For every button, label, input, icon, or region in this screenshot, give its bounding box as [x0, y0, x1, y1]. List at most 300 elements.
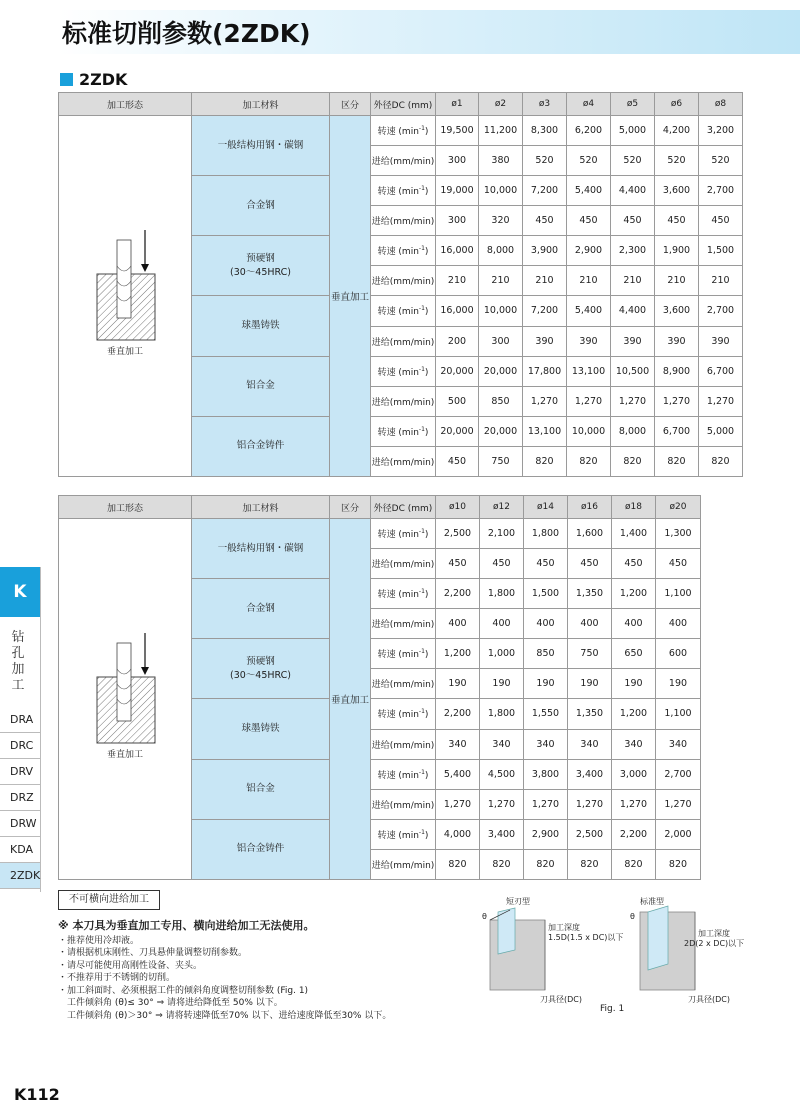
speed-label: [371, 819, 436, 849]
feed-value: 390: [567, 326, 611, 356]
feed-value: 520: [655, 146, 699, 176]
speed-value: 20,000: [436, 416, 479, 446]
table-row: [59, 116, 743, 146]
speed-label-text: 转速 (min: [377, 710, 419, 721]
header-dc: 外径DC (mm): [371, 93, 436, 116]
speed-label-close: ): [424, 770, 429, 781]
speed-value: 7,200: [523, 296, 567, 326]
feed-value: 400: [524, 609, 568, 639]
material-name: 铝合金铸件: [236, 440, 285, 452]
header-material: 加工材料: [192, 496, 330, 519]
drill-body: [117, 240, 131, 318]
speed-value: 5,400: [567, 176, 611, 206]
speed-label-sup: -1: [418, 588, 425, 596]
feed-value: 820: [436, 850, 480, 880]
speed-value: 1,800: [480, 579, 524, 609]
speed-label: [371, 236, 436, 266]
header-diameter: ø3: [523, 93, 567, 116]
speed-value: 3,000: [612, 759, 656, 789]
speed-label: [371, 699, 436, 729]
feed-label: 进给(mm/min): [371, 326, 436, 356]
feed-value: 1,270: [480, 789, 524, 819]
speed-label: [371, 579, 436, 609]
shape-label: 垂直加工: [106, 750, 143, 760]
feed-value: 450: [611, 206, 655, 236]
feed-value: 520: [523, 146, 567, 176]
feed-value: 1,270: [524, 789, 568, 819]
material-name: 球墨铸铁: [241, 319, 280, 331]
class-cell: 垂直加工: [330, 116, 371, 477]
speed-value: 20,000: [436, 356, 479, 386]
feed-value: 820: [568, 850, 612, 880]
speed-value: 4,000: [436, 819, 480, 849]
feed-value: 390: [699, 326, 743, 356]
speed-label-text: 转速 (min: [377, 127, 419, 137]
speed-label-close: ): [424, 247, 429, 258]
speed-label-close: ): [424, 367, 429, 378]
speed-value: 1,350: [568, 699, 612, 729]
feed-value: 300: [436, 146, 479, 176]
feed-value: 820: [567, 447, 611, 477]
note-item: ・不推荐用于不锈钢的切削。: [58, 973, 176, 983]
feed-value: 300: [479, 326, 523, 356]
feed-value: 820: [699, 447, 743, 477]
material-name: 铝合金: [246, 380, 275, 392]
material-name: 合金钢: [246, 602, 275, 614]
header-diameter: ø14: [524, 496, 568, 519]
header-shape: 加工形态: [59, 93, 192, 116]
feed-value: 820: [523, 447, 567, 477]
arrow-down-icon: [141, 667, 149, 675]
speed-value: 2,700: [656, 759, 701, 789]
feed-value: 190: [612, 669, 656, 699]
feed-label: 进给(mm/min): [371, 386, 436, 416]
feed-value: 450: [436, 549, 480, 579]
speed-label-close: ): [424, 307, 429, 318]
speed-label-sup: -1: [418, 768, 425, 776]
header-diameter: ø2: [479, 93, 523, 116]
speed-value: 2,700: [699, 296, 743, 326]
speed-value: 6,200: [567, 116, 611, 146]
header-class: 区分: [330, 93, 371, 116]
feed-label: 进给(mm/min): [371, 447, 436, 477]
table-header-row: [59, 93, 743, 116]
feed-value: 500: [436, 386, 479, 416]
material-name: 一般结构用钢・碳钢: [217, 542, 304, 554]
speed-label-text: 转速 (min: [377, 187, 419, 198]
feed-value: 400: [568, 609, 612, 639]
speed-value: 6,700: [699, 356, 743, 386]
feed-label: 进给(mm/min): [371, 206, 436, 236]
note-item: ・推荐使用冷却液。: [58, 935, 140, 946]
class-cell: 垂直加工: [330, 519, 371, 880]
section-marker-icon: [60, 73, 73, 86]
fig-short-label: 短刃型: [506, 897, 530, 906]
feed-value: 1,270: [436, 789, 480, 819]
speed-label-sup: -1: [418, 708, 425, 716]
speed-label-close: ): [424, 830, 429, 841]
speed-value: 5,400: [567, 296, 611, 326]
sidebar-item-dra[interactable]: DRA: [0, 707, 40, 733]
material-cell: [192, 759, 330, 819]
feed-value: 1,270: [568, 789, 612, 819]
speed-label-sup: -1: [418, 828, 425, 836]
feed-value: 210: [699, 266, 743, 296]
speed-label-text: 转速 (min: [377, 770, 419, 781]
material-name: 球墨铸铁: [241, 722, 280, 734]
feed-label: 进给(mm/min): [371, 789, 436, 819]
header-diameter: ø5: [611, 93, 655, 116]
speed-value: 13,100: [567, 356, 611, 386]
feed-value: 210: [523, 266, 567, 296]
speed-label-sup: -1: [418, 245, 425, 253]
material-hardness: (30～45HRC): [230, 669, 291, 681]
sidebar-item-drz[interactable]: DRZ: [0, 785, 40, 811]
speed-label-sup: -1: [418, 125, 425, 132]
feed-value: 190: [436, 669, 480, 699]
header-diameter: ø1: [436, 93, 479, 116]
header-shape: 加工形态: [59, 496, 192, 519]
note-item: ・请尽可能使用高刚性设备、夹头。: [58, 960, 203, 971]
material-cell: [192, 236, 330, 296]
speed-label-sup: -1: [418, 365, 425, 373]
speed-value: 1,500: [524, 579, 568, 609]
note-item: ・请根据机床刚性、刀具悬伸量调整切削参数。: [58, 948, 248, 958]
material-cell: [192, 639, 330, 699]
feed-value: 400: [656, 609, 701, 639]
feed-value: 200: [436, 326, 479, 356]
speed-value: 750: [568, 639, 612, 669]
feed-value: 1,270: [611, 386, 655, 416]
feed-value: 340: [568, 729, 612, 759]
speed-value: 1,100: [656, 699, 701, 729]
speed-label-close: ): [424, 427, 429, 438]
speed-value: 8,900: [655, 356, 699, 386]
feed-label: 进给(mm/min): [371, 669, 436, 699]
speed-label: [371, 519, 436, 549]
feed-value: 400: [480, 609, 524, 639]
feed-value: 340: [656, 729, 701, 759]
speed-value: 2,900: [567, 236, 611, 266]
speed-value: 8,300: [523, 116, 567, 146]
feed-value: 210: [567, 266, 611, 296]
speed-value: 3,200: [699, 116, 743, 146]
vertical-machining-illustration: [59, 116, 191, 476]
speed-value: 1,800: [480, 699, 524, 729]
speed-value: 2,100: [480, 519, 524, 549]
speed-value: 1,400: [612, 519, 656, 549]
header-diameter: ø8: [699, 93, 743, 116]
feed-value: 450: [480, 549, 524, 579]
speed-label-close: ): [424, 530, 429, 540]
sidebar-tab-k[interactable]: K: [0, 567, 40, 617]
speed-label-sup: -1: [418, 528, 425, 535]
feed-value: 400: [612, 609, 656, 639]
feed-label: 进给(mm/min): [371, 850, 436, 880]
feed-value: 1,270: [567, 386, 611, 416]
vertical-machining-illustration: [59, 519, 191, 879]
speed-value: 1,900: [655, 236, 699, 266]
speed-label-text: 转速 (min: [377, 590, 419, 601]
speed-label: [371, 116, 436, 146]
speed-value: 19,000: [436, 176, 479, 206]
speed-label-text: 转速 (min: [377, 530, 419, 540]
speed-label: [371, 176, 436, 206]
sidebar-divider: [40, 567, 41, 892]
fig-std-depth-1: 加工深度: [698, 929, 730, 938]
feed-value: 820: [655, 447, 699, 477]
arrow-down-icon: [141, 264, 149, 272]
material-cell: [192, 519, 330, 579]
speed-value: 600: [656, 639, 701, 669]
feed-label: 进给(mm/min): [371, 609, 436, 639]
speed-value: 3,600: [655, 176, 699, 206]
speed-value: 7,200: [523, 176, 567, 206]
shape-cell: [59, 519, 192, 880]
speed-value: 13,100: [523, 416, 567, 446]
speed-label-text: 转速 (min: [377, 247, 419, 258]
material-cell: [192, 699, 330, 759]
feed-value: 520: [567, 146, 611, 176]
feed-value: 1,270: [655, 386, 699, 416]
notes-main: ※ 本刀具为垂直加工专用、横向进给加工无法使用。: [58, 919, 315, 932]
feed-value: 190: [524, 669, 568, 699]
speed-value: 1,800: [524, 519, 568, 549]
speed-value: 2,000: [656, 819, 701, 849]
feed-value: 340: [436, 729, 480, 759]
speed-label-sup: -1: [418, 648, 425, 656]
feed-value: 390: [655, 326, 699, 356]
fig-caption: Fig. 1: [600, 1004, 625, 1014]
sidebar-list: [0, 707, 40, 889]
feed-label: 进给(mm/min): [371, 729, 436, 759]
header-diameter: ø6: [655, 93, 699, 116]
speed-value: 16,000: [436, 296, 479, 326]
speed-label-close: ): [424, 710, 429, 721]
speed-value: 2,200: [436, 699, 480, 729]
speed-value: 650: [612, 639, 656, 669]
feed-value: 190: [480, 669, 524, 699]
speed-value: 1,600: [568, 519, 612, 549]
material-cell: [192, 176, 330, 236]
feed-value: 210: [655, 266, 699, 296]
note-box: 不可横向进给加工: [58, 890, 160, 910]
feed-value: 300: [436, 206, 479, 236]
speed-value: 1,200: [612, 699, 656, 729]
header-diameter: ø18: [612, 496, 656, 519]
header-diameter: ø12: [480, 496, 524, 519]
cutting-table-2: [58, 495, 701, 880]
speed-label-text: 转速 (min: [377, 650, 419, 661]
speed-label: [371, 296, 436, 326]
speed-value: 1,200: [436, 639, 480, 669]
speed-label: [371, 639, 436, 669]
speed-value: 1,550: [524, 699, 568, 729]
speed-value: 1,500: [699, 236, 743, 266]
speed-value: 17,800: [523, 356, 567, 386]
speed-value: 10,000: [479, 296, 523, 326]
material-cell: [192, 116, 330, 176]
speed-value: 11,200: [479, 116, 523, 146]
speed-value: 4,400: [611, 176, 655, 206]
speed-value: 5,400: [436, 759, 480, 789]
header-diameter: ø16: [568, 496, 612, 519]
feed-value: 820: [480, 850, 524, 880]
speed-value: 1,350: [568, 579, 612, 609]
feed-label: 进给(mm/min): [371, 146, 436, 176]
sidebar-item-kda[interactable]: KDA: [0, 837, 40, 863]
feed-value: 450: [524, 549, 568, 579]
fig-short-dia: 刀具径(DC): [540, 995, 582, 1004]
feed-value: 520: [611, 146, 655, 176]
material-name: 合金钢: [246, 199, 275, 211]
material-cell: [192, 356, 330, 416]
speed-label-sup: -1: [418, 305, 425, 313]
feed-value: 380: [479, 146, 523, 176]
speed-value: 16,000: [436, 236, 479, 266]
drill-diagram: [59, 116, 191, 476]
header-diameter: ø10: [436, 496, 480, 519]
speed-value: 2,300: [611, 236, 655, 266]
feed-value: 210: [479, 266, 523, 296]
speed-value: 6,700: [655, 416, 699, 446]
sidebar-category: 钻孔加工: [11, 630, 25, 693]
speed-value: 850: [524, 639, 568, 669]
fig-std-tool: [648, 906, 668, 970]
speed-label-text: 转速 (min: [377, 830, 419, 841]
cutting-table-1: [58, 92, 743, 477]
speed-label-close: ): [424, 590, 429, 601]
speed-value: 4,200: [655, 116, 699, 146]
feed-value: 820: [611, 447, 655, 477]
feed-value: 1,270: [699, 386, 743, 416]
speed-value: 1,100: [656, 579, 701, 609]
speed-value: 2,700: [699, 176, 743, 206]
sidebar-item-drc[interactable]: DRC: [0, 733, 40, 759]
speed-value: 1,000: [480, 639, 524, 669]
header-diameter: ø4: [567, 93, 611, 116]
feed-value: 210: [436, 266, 479, 296]
fig-std-label: 标准型: [640, 897, 664, 906]
feed-value: 340: [524, 729, 568, 759]
fig-short-depth-2: 1.5D(1.5 x DC)以下: [548, 933, 624, 942]
material-cell: [192, 579, 330, 639]
page-title: 标准切削参数(2ZDK): [62, 19, 311, 48]
feed-value: 1,270: [612, 789, 656, 819]
feed-value: 390: [611, 326, 655, 356]
speed-value: 3,600: [655, 296, 699, 326]
material-name: 预硬钢: [246, 655, 275, 667]
material-hardness: (30～45HRC): [230, 266, 291, 278]
speed-value: 2,200: [436, 579, 480, 609]
feed-value: 190: [568, 669, 612, 699]
section-heading: [60, 70, 127, 89]
speed-label: [371, 759, 436, 789]
material-name: 铝合金铸件: [236, 843, 285, 855]
shape-label: 垂直加工: [106, 347, 143, 357]
material-name: 预硬钢: [246, 252, 275, 264]
speed-value: 3,800: [524, 759, 568, 789]
speed-value: 2,200: [612, 819, 656, 849]
feed-value: 450: [567, 206, 611, 236]
drill-body: [117, 643, 131, 721]
feed-value: 1,270: [523, 386, 567, 416]
feed-value: 450: [612, 549, 656, 579]
speed-value: 20,000: [479, 356, 523, 386]
fig-1: [470, 890, 770, 1020]
feed-value: 400: [436, 609, 480, 639]
feed-value: 450: [523, 206, 567, 236]
feed-value: 450: [656, 549, 701, 579]
speed-value: 3,900: [523, 236, 567, 266]
feed-value: 820: [656, 850, 701, 880]
note-item: ・加工斜面时、必须根据工件的倾斜角度调整切削参数 (Fig. 1): [58, 985, 309, 996]
feed-value: 450: [655, 206, 699, 236]
feed-value: 820: [524, 850, 568, 880]
drill-diagram: [59, 519, 191, 879]
table-row: [59, 519, 701, 549]
material-cell: [192, 416, 330, 476]
feed-label: 进给(mm/min): [371, 266, 436, 296]
speed-value: 10,500: [611, 356, 655, 386]
sidebar-item-drv[interactable]: DRV: [0, 759, 40, 785]
section-title: 2ZDK: [79, 70, 128, 89]
speed-value: 2,500: [436, 519, 480, 549]
speed-value: 3,400: [568, 759, 612, 789]
speed-label-sup: -1: [418, 185, 425, 193]
feed-label: 进给(mm/min): [371, 549, 436, 579]
feed-value: 850: [479, 386, 523, 416]
speed-label-sup: -1: [418, 425, 425, 433]
speed-value: 2,900: [524, 819, 568, 849]
page-number: K112: [14, 1085, 60, 1104]
speed-value: 8,000: [611, 416, 655, 446]
note-item: 工件倾斜角 (θ)≤ 30° ⇒ 请将进给降低至 50% 以下。: [58, 998, 283, 1008]
header-material: 加工材料: [192, 93, 330, 116]
material-name: 铝合金: [246, 783, 275, 795]
material-cell: [192, 296, 330, 356]
speed-label-text: 转速 (min: [377, 427, 419, 438]
material-name: 一般结构用钢・碳钢: [217, 139, 304, 151]
speed-value: 4,500: [480, 759, 524, 789]
feed-value: 1,270: [656, 789, 701, 819]
speed-label-close: ): [424, 650, 429, 661]
speed-value: 4,400: [611, 296, 655, 326]
feed-value: 820: [612, 850, 656, 880]
speed-label-text: 转速 (min: [377, 367, 419, 378]
speed-label: [371, 416, 436, 446]
fig-std-depth-2: 2D(2 x DC)以下: [684, 939, 745, 948]
speed-value: 8,000: [479, 236, 523, 266]
fig-short-depth-1: 加工深度: [548, 923, 580, 932]
feed-value: 340: [480, 729, 524, 759]
note-item: 工件倾斜角 (θ)＞30° ⇒ 请将转速降低至70% 以下、进给速度降低至30% 以下。: [58, 1010, 392, 1021]
feed-value: 450: [568, 549, 612, 579]
notes-block: [58, 920, 478, 1022]
speed-value: 2,500: [568, 819, 612, 849]
speed-value: 10,000: [567, 416, 611, 446]
fig-std-theta: θ: [630, 912, 635, 921]
sidebar-item-drw[interactable]: DRW: [0, 811, 40, 837]
feed-value: 520: [699, 146, 743, 176]
speed-value: 1,300: [656, 519, 701, 549]
header-dc: 外径DC (mm): [371, 496, 436, 519]
sidebar-item-2zdk[interactable]: 2ZDK: [0, 863, 40, 889]
speed-value: 3,400: [480, 819, 524, 849]
speed-value: 19,500: [436, 116, 479, 146]
feed-value: 450: [699, 206, 743, 236]
feed-value: 450: [436, 447, 479, 477]
